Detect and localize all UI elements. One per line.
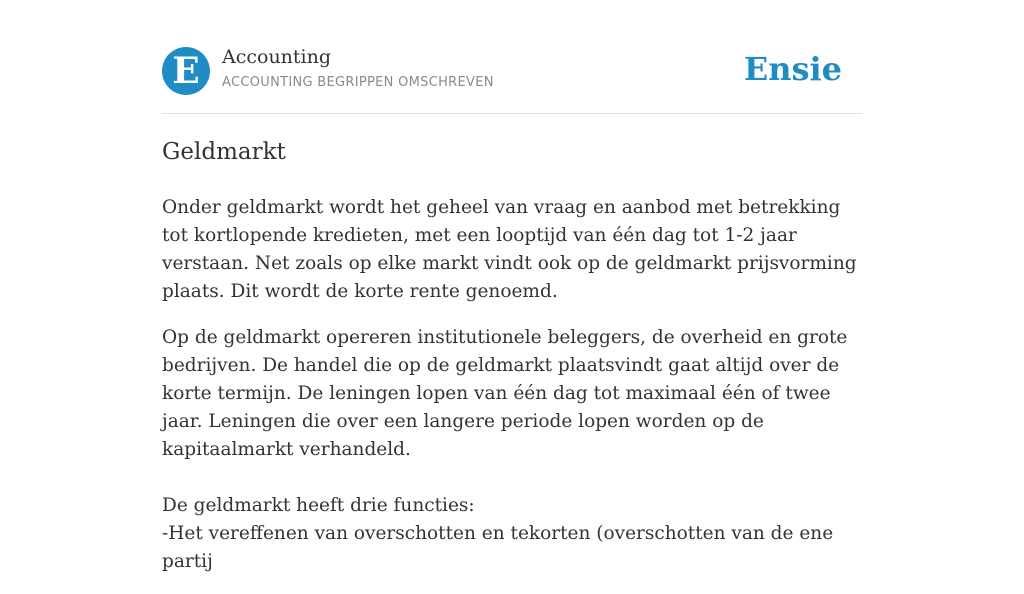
- article-paragraph: Onder geldmarkt wordt het geheel van vraag en aanbod met betrekking tot kortlopende kredieten, met een looptijd van één dag tot 1-2 jaar verstaan. Net zoals op elke markt vindt ook op de geldmarkt prijsvorming plaats. Dit wordt de korte rente genoemd.: [162, 197, 857, 302]
- ensie-logo-icon[interactable]: E: [162, 47, 210, 95]
- brand-logo-link[interactable]: Ensie: [743, 50, 842, 88]
- article-paragraph: Op de geldmarkt opereren institutionele beleggers, de overheid en grote bedrijven. De handel die op de geldmarkt plaatsvindt gaat altijd over de korte termijn. De leningen lopen van één dag tot maximaal één of twee jaar. Leningen die over een langere periode lopen worden op de kapitaalmarkt verhandeld. De geldmarkt heeft drie functies: -Het vereffenen van overschotten en tekorten (overschotten van de ene partij: [162, 327, 848, 572]
- article-title: Geldmarkt: [162, 139, 286, 165]
- site-subtitle: ACCOUNTING BEGRIPPEN OMSCHREVEN: [222, 75, 494, 90]
- site-title-link[interactable]: Accounting: [222, 46, 332, 68]
- article: [162, 134, 862, 594]
- site-header: [162, 40, 862, 114]
